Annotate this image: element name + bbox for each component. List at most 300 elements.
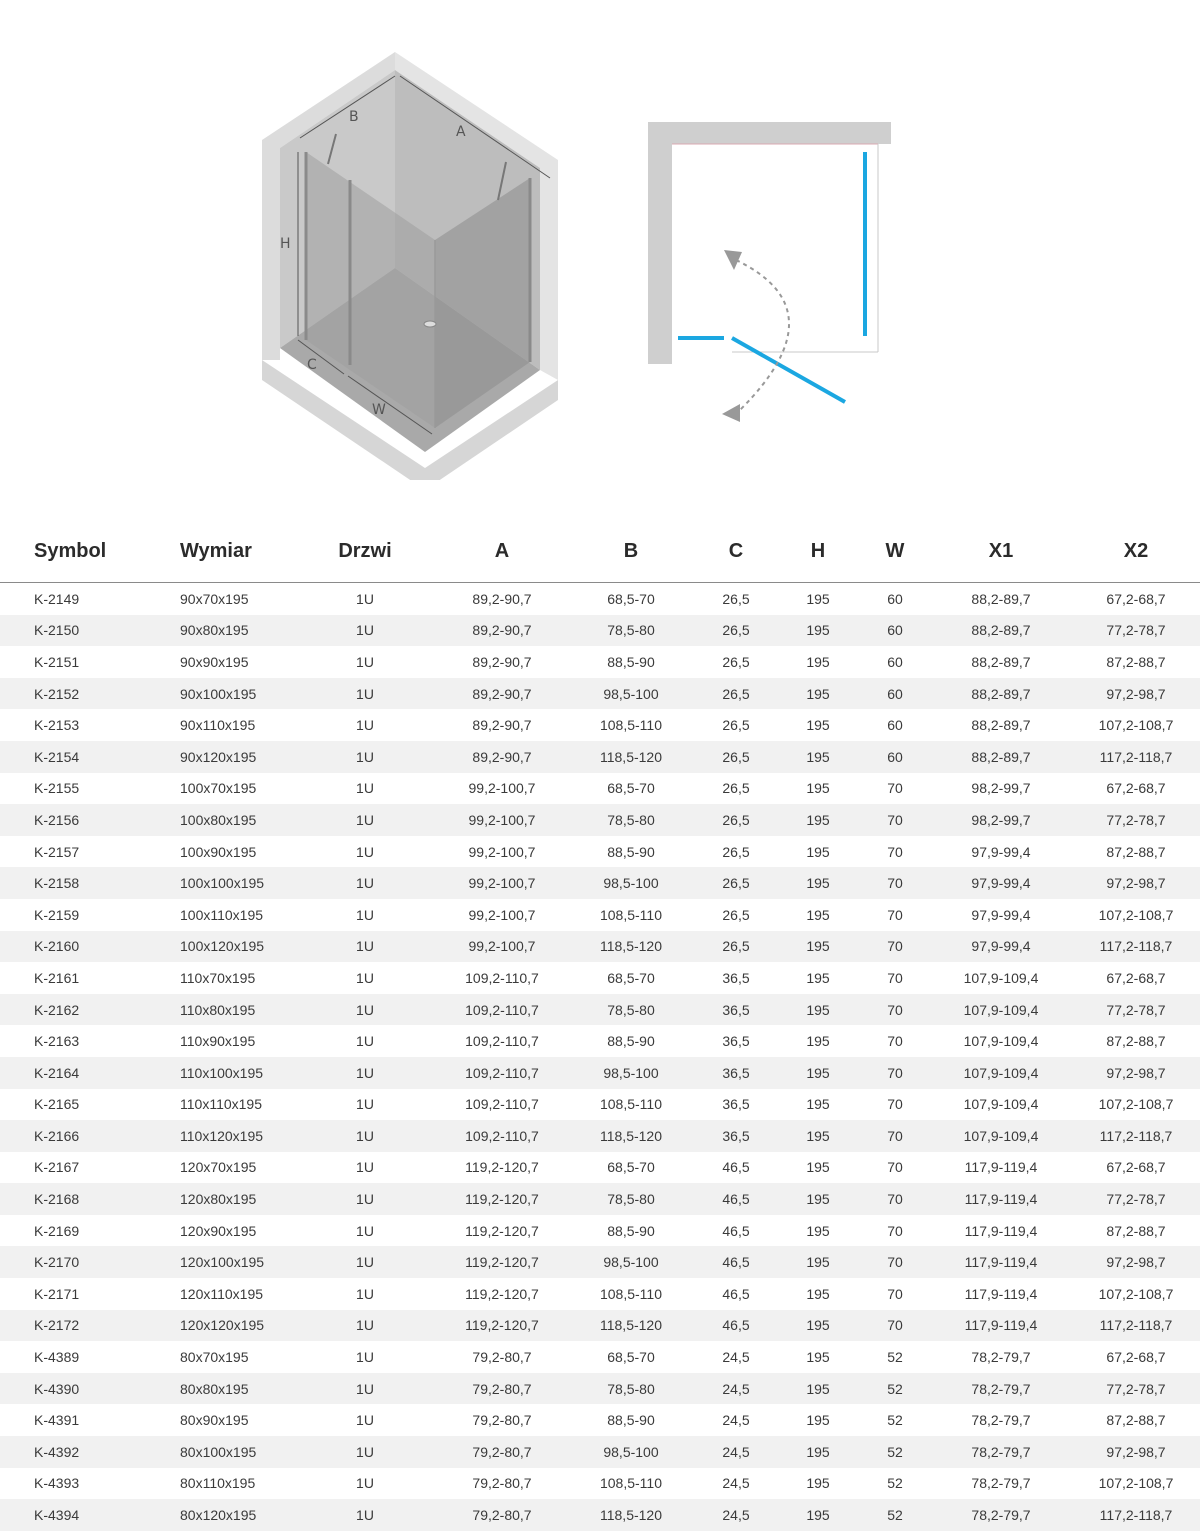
arrow-down-icon <box>722 404 740 422</box>
a-cell: 109,2-110,7 <box>438 1057 566 1089</box>
x1-cell: 88,2-89,7 <box>971 653 1031 670</box>
b-cell: 108,5-110 <box>599 1475 662 1492</box>
x2-cell: 97,2-98,7 <box>1072 1436 1200 1468</box>
h-cell: 195 <box>806 653 830 670</box>
a-cell: 109,2-110,7 <box>465 1033 539 1050</box>
dimension-cell: 80x120x195 <box>146 1499 292 1531</box>
a-cell: 89,2-90,7 <box>438 678 566 710</box>
a-cell: 109,2-110,7 <box>465 969 539 986</box>
b-cell: 98,5-100 <box>566 1057 696 1089</box>
door-cell: 1U <box>356 1412 374 1429</box>
w-cell: 70 <box>860 931 930 963</box>
x1-cell: 78,2-79,7 <box>930 1373 1072 1405</box>
x1-cell: 107,9-109,4 <box>930 1120 1072 1152</box>
b-cell: 98,5-100 <box>566 1246 696 1278</box>
h-cell: 195 <box>776 615 860 647</box>
dimension-cell: 100x100x195 <box>146 867 292 899</box>
h-cell: 195 <box>776 678 860 710</box>
dimension-cell: 90x70x195 <box>180 590 249 607</box>
door-cell: 1U <box>292 1436 438 1468</box>
door-cell: 1U <box>356 1475 374 1492</box>
h-cell: 195 <box>776 867 860 899</box>
h-cell: 195 <box>806 1412 830 1429</box>
c-cell: 46,5 <box>696 1183 776 1215</box>
a-cell: 99,2-100,7 <box>438 931 566 963</box>
isometric-enclosure-diagram <box>250 40 570 480</box>
door-cell: 1U <box>356 1159 374 1176</box>
w-cell: 60 <box>860 615 930 647</box>
x2-cell: 67,2-68,7 <box>1106 780 1166 797</box>
h-cell: 195 <box>776 1499 860 1531</box>
b-cell: 78,5-80 <box>566 1183 696 1215</box>
w-cell: 60 <box>860 741 930 773</box>
b-cell: 118,5-120 <box>566 1120 696 1152</box>
table-row <box>0 1152 1200 1184</box>
dimension-cell: 80x90x195 <box>180 1412 249 1429</box>
w-cell: 52 <box>860 1436 930 1468</box>
door-cell: 1U <box>292 678 438 710</box>
label-c: C <box>307 357 317 373</box>
c-cell: 36,5 <box>696 1057 776 1089</box>
door-cell: 1U <box>292 1499 438 1531</box>
h-cell: 195 <box>806 590 830 607</box>
b-cell: 78,5-80 <box>566 994 696 1026</box>
w-cell: 70 <box>887 780 903 797</box>
c-cell: 36,5 <box>722 969 750 986</box>
a-cell: 79,2-80,7 <box>472 1412 532 1429</box>
dimension-cell: 110x80x195 <box>146 994 292 1026</box>
table-body <box>0 583 1200 1531</box>
dimension-cell: 120x80x195 <box>146 1183 292 1215</box>
b-cell: 118,5-120 <box>566 1499 696 1531</box>
b-cell: 88,5-90 <box>607 653 655 670</box>
symbol-cell: K-2168 <box>0 1183 146 1215</box>
label-h: H <box>280 236 291 252</box>
column-header: X1 <box>930 520 1072 583</box>
h-cell: 195 <box>806 1285 830 1302</box>
x2-cell: 107,2-108,7 <box>1098 1285 1174 1302</box>
dimension-cell: 80x100x195 <box>146 1436 292 1468</box>
w-cell: 70 <box>887 843 903 860</box>
a-cell: 99,2-100,7 <box>468 843 536 860</box>
column-header: Wymiar <box>146 520 292 583</box>
w-cell: 52 <box>860 1499 930 1531</box>
symbol-cell: K-2164 <box>0 1057 146 1089</box>
h-cell: 195 <box>776 741 860 773</box>
label-a: A <box>456 124 466 140</box>
door-cell: 1U <box>292 1183 438 1215</box>
w-cell: 70 <box>887 1159 903 1176</box>
table-row <box>0 994 1200 1026</box>
w-cell: 70 <box>860 994 930 1026</box>
label-b: B <box>349 109 359 125</box>
door-cell: 1U <box>292 1057 438 1089</box>
top-wall <box>648 122 891 144</box>
c-cell: 24,5 <box>696 1499 776 1531</box>
table-row <box>0 773 1200 805</box>
column-header: Symbol <box>0 520 146 583</box>
b-cell: 68,5-70 <box>607 1349 655 1366</box>
w-cell: 52 <box>860 1373 930 1405</box>
dimension-cell: 110x100x195 <box>146 1057 292 1089</box>
h-cell: 195 <box>806 1096 830 1113</box>
dimension-cell: 120x100x195 <box>146 1246 292 1278</box>
c-cell: 24,5 <box>722 1349 750 1366</box>
x2-cell: 97,2-98,7 <box>1072 1246 1200 1278</box>
door-cell: 1U <box>292 867 438 899</box>
x2-cell: 67,2-68,7 <box>1106 1349 1166 1366</box>
symbol-cell: K-2167 <box>34 1159 80 1176</box>
x1-cell: 88,2-89,7 <box>930 615 1072 647</box>
table-row <box>0 1057 1200 1089</box>
x2-cell: 77,2-78,7 <box>1072 615 1200 647</box>
symbol-cell: K-2165 <box>34 1096 80 1113</box>
x1-cell: 78,2-79,7 <box>971 1349 1031 1366</box>
c-cell: 26,5 <box>696 931 776 963</box>
dimension-cell: 100x70x195 <box>180 780 257 797</box>
symbol-cell: K-2169 <box>34 1222 80 1239</box>
a-cell: 89,2-90,7 <box>472 717 532 734</box>
x1-cell: 97,9-99,4 <box>971 906 1031 923</box>
x1-cell: 98,2-99,7 <box>971 780 1031 797</box>
x2-cell: 107,2-108,7 <box>1098 1475 1174 1492</box>
dimension-cell: 120x120x195 <box>146 1310 292 1342</box>
x2-cell: 77,2-78,7 <box>1072 994 1200 1026</box>
x2-cell: 87,2-88,7 <box>1106 843 1166 860</box>
a-cell: 79,2-80,7 <box>472 1475 532 1492</box>
x2-cell: 117,2-118,7 <box>1072 1499 1200 1531</box>
c-cell: 24,5 <box>722 1412 750 1429</box>
c-cell: 26,5 <box>696 678 776 710</box>
door-cell: 1U <box>356 653 374 670</box>
a-cell: 119,2-120,7 <box>438 1246 566 1278</box>
w-cell: 70 <box>887 1033 903 1050</box>
h-cell: 195 <box>776 1373 860 1405</box>
x2-cell: 107,2-108,7 <box>1098 906 1174 923</box>
x1-cell: 88,2-89,7 <box>930 678 1072 710</box>
b-cell: 118,5-120 <box>566 1310 696 1342</box>
w-cell: 70 <box>887 906 903 923</box>
door-cell: 1U <box>292 1120 438 1152</box>
dimension-cell: 90x100x195 <box>146 678 292 710</box>
door-cell: 1U <box>292 741 438 773</box>
c-cell: 36,5 <box>696 994 776 1026</box>
x2-cell: 117,2-118,7 <box>1072 741 1200 773</box>
b-cell: 118,5-120 <box>566 931 696 963</box>
dimension-cell: 90x110x195 <box>180 717 256 734</box>
h-cell: 195 <box>776 994 860 1026</box>
h-cell: 195 <box>806 906 830 923</box>
door-cell: 1U <box>356 1096 374 1113</box>
x1-cell: 97,9-99,4 <box>930 867 1072 899</box>
w-cell: 70 <box>860 1057 930 1089</box>
c-cell: 36,5 <box>722 1033 750 1050</box>
w-cell: 60 <box>860 678 930 710</box>
h-cell: 195 <box>806 1159 830 1176</box>
door-cell: 1U <box>356 906 374 923</box>
symbol-cell: K-2158 <box>0 867 146 899</box>
symbol-cell: K-2154 <box>0 741 146 773</box>
w-cell: 70 <box>887 969 903 986</box>
table-row <box>0 615 1200 647</box>
door-cell: 1U <box>356 590 374 607</box>
table-row <box>0 1278 1200 1310</box>
h-cell: 195 <box>806 1033 830 1050</box>
c-cell: 26,5 <box>722 653 750 670</box>
a-cell: 99,2-100,7 <box>468 906 536 923</box>
b-cell: 88,5-90 <box>607 843 655 860</box>
w-cell: 60 <box>887 590 903 607</box>
c-cell: 46,5 <box>696 1246 776 1278</box>
table-row <box>0 1310 1200 1342</box>
b-cell: 68,5-70 <box>607 590 655 607</box>
b-cell: 108,5-110 <box>599 1285 662 1302</box>
dimension-cell: 110x120x195 <box>146 1120 292 1152</box>
dimension-cell: 120x110x195 <box>180 1285 264 1302</box>
column-header: H <box>776 520 860 583</box>
table-row <box>0 1499 1200 1531</box>
c-cell: 26,5 <box>696 804 776 836</box>
left-wall-plan <box>648 122 672 364</box>
symbol-cell: K-2162 <box>0 994 146 1026</box>
h-cell: 195 <box>776 1057 860 1089</box>
dimension-cell: 120x90x195 <box>180 1222 257 1239</box>
a-cell: 79,2-80,7 <box>438 1373 566 1405</box>
dimension-cell: 110x110x195 <box>180 1096 262 1113</box>
table-row <box>0 741 1200 773</box>
a-cell: 79,2-80,7 <box>438 1499 566 1531</box>
door-cell: 1U <box>292 1373 438 1405</box>
x2-cell: 87,2-88,7 <box>1106 653 1166 670</box>
dimension-cell: 100x90x195 <box>180 843 257 860</box>
diagram-area <box>0 0 1200 500</box>
b-cell: 108,5-110 <box>599 717 662 734</box>
dimension-cell: 80x70x195 <box>180 1349 249 1366</box>
symbol-cell: K-2156 <box>0 804 146 836</box>
column-header: X2 <box>1072 520 1200 583</box>
symbol-cell: K-2161 <box>34 969 80 986</box>
b-cell: 98,5-100 <box>566 678 696 710</box>
label-w: W <box>372 402 386 418</box>
table-row <box>0 1025 1200 1057</box>
column-header: B <box>566 520 696 583</box>
table-row <box>0 646 1200 678</box>
w-cell: 70 <box>860 1246 930 1278</box>
x1-cell: 78,2-79,7 <box>930 1436 1072 1468</box>
table-row <box>0 931 1200 963</box>
h-cell: 195 <box>806 780 830 797</box>
symbol-cell: K-4392 <box>0 1436 146 1468</box>
c-cell: 24,5 <box>696 1373 776 1405</box>
dimension-cell: 100x80x195 <box>146 804 292 836</box>
w-cell: 60 <box>887 717 903 734</box>
w-cell: 70 <box>860 1183 930 1215</box>
table-header-row <box>0 520 1200 583</box>
b-cell: 108,5-110 <box>599 906 662 923</box>
w-cell: 52 <box>887 1412 903 1429</box>
dimension-cell: 80x110x195 <box>180 1475 256 1492</box>
w-cell: 70 <box>860 804 930 836</box>
spec-table <box>0 520 1200 1531</box>
plan-view-diagram <box>640 110 900 440</box>
table-row <box>0 1246 1200 1278</box>
x1-cell: 107,9-109,4 <box>963 969 1039 986</box>
b-cell: 68,5-70 <box>607 969 655 986</box>
w-cell: 70 <box>887 1285 903 1302</box>
c-cell: 26,5 <box>696 867 776 899</box>
door-cell: 1U <box>356 843 374 860</box>
x1-cell: 107,9-109,4 <box>963 1096 1039 1113</box>
dimension-cell: 100x120x195 <box>146 931 292 963</box>
symbol-cell: K-2172 <box>0 1310 146 1342</box>
h-cell: 195 <box>776 931 860 963</box>
table-row <box>0 899 1200 931</box>
x1-cell: 117,9-119,4 <box>930 1246 1072 1278</box>
x2-cell: 97,2-98,7 <box>1072 867 1200 899</box>
x1-cell: 88,2-89,7 <box>930 741 1072 773</box>
table-row <box>0 1468 1200 1500</box>
h-cell: 195 <box>776 1120 860 1152</box>
symbol-cell: K-2152 <box>0 678 146 710</box>
c-cell: 26,5 <box>722 590 750 607</box>
dimension-cell: 90x90x195 <box>180 653 249 670</box>
a-cell: 119,2-120,7 <box>465 1222 539 1239</box>
c-cell: 26,5 <box>696 741 776 773</box>
a-cell: 119,2-120,7 <box>465 1159 539 1176</box>
b-cell: 78,5-80 <box>566 804 696 836</box>
w-cell: 60 <box>887 653 903 670</box>
dimension-cell: 80x80x195 <box>146 1373 292 1405</box>
w-cell: 70 <box>860 1120 930 1152</box>
w-cell: 70 <box>887 1096 903 1113</box>
table-row <box>0 836 1200 868</box>
x2-cell: 77,2-78,7 <box>1072 1373 1200 1405</box>
h-cell: 195 <box>776 1183 860 1215</box>
table-row <box>0 1341 1200 1373</box>
door-cell: 1U <box>292 931 438 963</box>
symbol-cell: K-4391 <box>34 1412 80 1429</box>
h-cell: 195 <box>776 1310 860 1342</box>
b-cell: 78,5-80 <box>566 615 696 647</box>
x1-cell: 97,9-99,4 <box>971 843 1031 860</box>
h-cell: 195 <box>806 969 830 986</box>
x1-cell: 78,2-79,7 <box>930 1499 1072 1531</box>
door-cell: 1U <box>356 780 374 797</box>
a-cell: 89,2-90,7 <box>472 590 532 607</box>
table-row <box>0 804 1200 836</box>
x2-cell: 77,2-78,7 <box>1072 804 1200 836</box>
c-cell: 26,5 <box>696 615 776 647</box>
b-cell: 88,5-90 <box>607 1033 655 1050</box>
w-cell: 70 <box>860 1310 930 1342</box>
x2-cell: 107,2-108,7 <box>1098 1096 1174 1113</box>
w-cell: 52 <box>887 1475 903 1492</box>
a-cell: 79,2-80,7 <box>472 1349 532 1366</box>
b-cell: 108,5-110 <box>599 1096 662 1113</box>
drain-icon <box>424 321 436 327</box>
a-cell: 109,2-110,7 <box>438 1120 566 1152</box>
symbol-cell: K-2150 <box>0 615 146 647</box>
h-cell: 195 <box>776 804 860 836</box>
a-cell: 89,2-90,7 <box>472 653 532 670</box>
symbol-cell: K-4390 <box>0 1373 146 1405</box>
table-row <box>0 709 1200 741</box>
symbol-cell: K-2157 <box>34 843 80 860</box>
x2-cell: 117,2-118,7 <box>1072 1310 1200 1342</box>
symbol-cell: K-4393 <box>34 1475 80 1492</box>
table-row <box>0 1373 1200 1405</box>
door-glass-panel <box>732 338 845 402</box>
h-cell: 195 <box>776 1436 860 1468</box>
x1-cell: 88,2-89,7 <box>971 590 1031 607</box>
b-cell: 98,5-100 <box>566 867 696 899</box>
symbol-cell: K-2160 <box>0 931 146 963</box>
c-cell: 26,5 <box>722 906 750 923</box>
a-cell: 109,2-110,7 <box>438 994 566 1026</box>
h-cell: 195 <box>806 1222 830 1239</box>
door-cell: 1U <box>292 804 438 836</box>
column-header: C <box>696 520 776 583</box>
table-row <box>0 1215 1200 1247</box>
b-cell: 88,5-90 <box>607 1222 655 1239</box>
symbol-cell: K-2163 <box>34 1033 80 1050</box>
arrow-up-icon <box>724 250 742 270</box>
door-cell: 1U <box>356 1285 374 1302</box>
x2-cell: 87,2-88,7 <box>1106 1412 1166 1429</box>
table-row <box>0 867 1200 899</box>
h-cell: 195 <box>806 1475 830 1492</box>
x2-cell: 87,2-88,7 <box>1106 1033 1166 1050</box>
b-cell: 88,5-90 <box>607 1412 655 1429</box>
x1-cell: 107,9-109,4 <box>930 1057 1072 1089</box>
door-cell: 1U <box>356 1349 374 1366</box>
column-header: Drzwi <box>292 520 438 583</box>
door-cell: 1U <box>292 994 438 1026</box>
column-header: A <box>438 520 566 583</box>
door-cell: 1U <box>292 615 438 647</box>
table-row <box>0 962 1200 994</box>
dimension-cell: 90x120x195 <box>146 741 292 773</box>
b-cell: 78,5-80 <box>566 1373 696 1405</box>
column-header: W <box>860 520 930 583</box>
x2-cell: 117,2-118,7 <box>1072 931 1200 963</box>
x1-cell: 78,2-79,7 <box>971 1412 1031 1429</box>
x2-cell: 67,2-68,7 <box>1106 1159 1166 1176</box>
c-cell: 26,5 <box>722 717 750 734</box>
b-cell: 118,5-120 <box>566 741 696 773</box>
table-row <box>0 1436 1200 1468</box>
a-cell: 79,2-80,7 <box>438 1436 566 1468</box>
door-cell: 1U <box>292 1246 438 1278</box>
a-cell: 109,2-110,7 <box>465 1096 539 1113</box>
symbol-cell: K-2155 <box>34 780 80 797</box>
w-cell: 70 <box>887 1222 903 1239</box>
a-cell: 99,2-100,7 <box>468 780 536 797</box>
dimension-cell: 120x70x195 <box>180 1159 257 1176</box>
x2-cell: 67,2-68,7 <box>1106 969 1166 986</box>
symbol-cell: K-4389 <box>34 1349 80 1366</box>
a-cell: 89,2-90,7 <box>438 615 566 647</box>
door-cell: 1U <box>356 1033 374 1050</box>
table-row <box>0 1404 1200 1436</box>
x1-cell: 98,2-99,7 <box>930 804 1072 836</box>
w-cell: 52 <box>887 1349 903 1366</box>
c-cell: 26,5 <box>722 780 750 797</box>
x2-cell: 97,2-98,7 <box>1072 1057 1200 1089</box>
x1-cell: 117,9-119,4 <box>930 1310 1072 1342</box>
a-cell: 119,2-120,7 <box>438 1310 566 1342</box>
door-cell: 1U <box>356 717 374 734</box>
